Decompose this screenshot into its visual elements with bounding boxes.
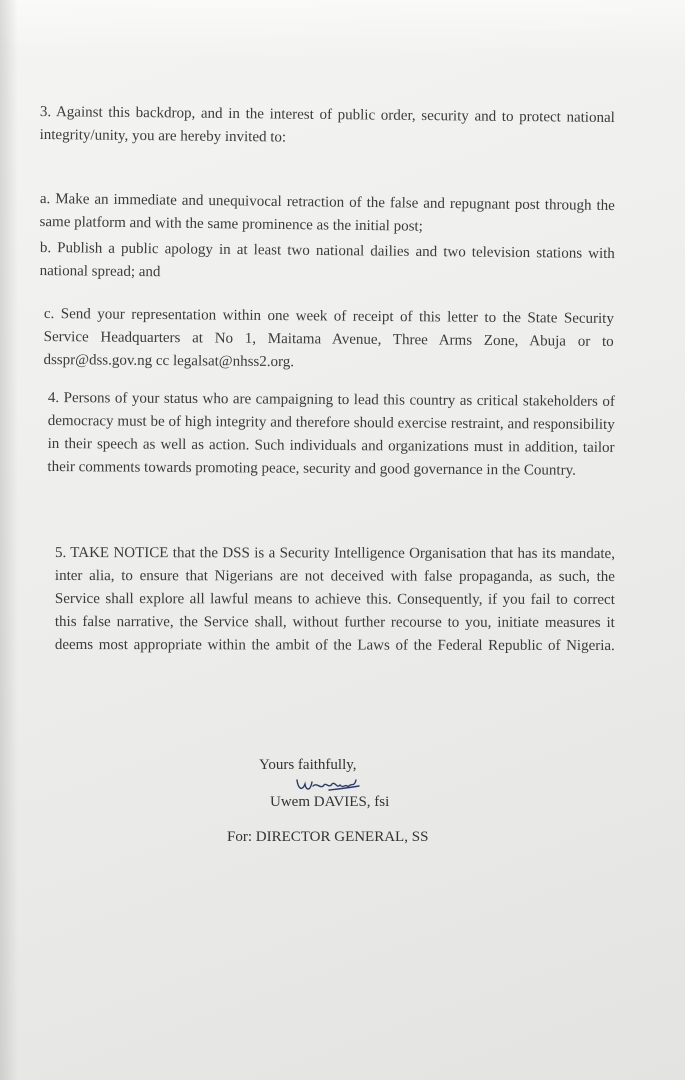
item-b <box>40 237 615 289</box>
item-a-text: a. Make an immediate and unequivocal retraction of the false and repugnant post through the same platform and with the same prominence as the initial post; <box>39 190 615 235</box>
item-a <box>39 188 615 241</box>
item-c <box>43 303 614 377</box>
paragraph-4-text: 4. Persons of your status who are campaigning to lead this country as critical stakeholders of democracy must be of high integrity and therefore should exercise restraint, and responsibility in their speech as well as action. Such individuals and organizations must in addition, tailor their comments towards promoting peace, security and good governance in the Country. <box>47 389 615 479</box>
paper-edge-shadow <box>0 0 18 1080</box>
paragraph-4 <box>47 387 615 483</box>
paragraph-5-text: 5. TAKE NOTICE that the DSS is a Security Intelligence Organisation that has its mandate, inter alia, to ensure that Nigerians are not deceived with false propaganda, as such, the Service shall explore all lawful means to achieve this. Consequently, if you fail to correct this false narrative, the Service shall, without further recourse to you, initiate measures it deems most appropriate within the ambit of the Laws of the Federal Republic of Nigeria. <box>54 545 615 654</box>
item-b-text: b. Publish a public apology in at least two national dailies and two television stations with national spread; and <box>39 239 615 281</box>
paragraph-5 <box>55 542 615 658</box>
for-director-general: For: DIRECTOR GENERAL, SS <box>227 829 429 845</box>
paper-fold-highlight <box>0 0 685 60</box>
paragraph-3 <box>40 101 615 153</box>
signer-name: Uwem DAVIES, fsi <box>270 794 390 810</box>
closing-salutation: Yours faithfully, <box>259 757 357 773</box>
paragraph-3-text: 3. Against this backdrop, and in the interest of public order, security and to protect national integrity/unity, you are hereby invited to: <box>39 103 615 146</box>
item-c-text: c. Send your representation within one week of receipt of this letter to the State Security Service Headquarters at No 1, Maitama Avenue, Three Arms Zone, Abuja or to dsspr@dss.gov.ng cc legalsat@nhss2.org. <box>43 305 614 371</box>
